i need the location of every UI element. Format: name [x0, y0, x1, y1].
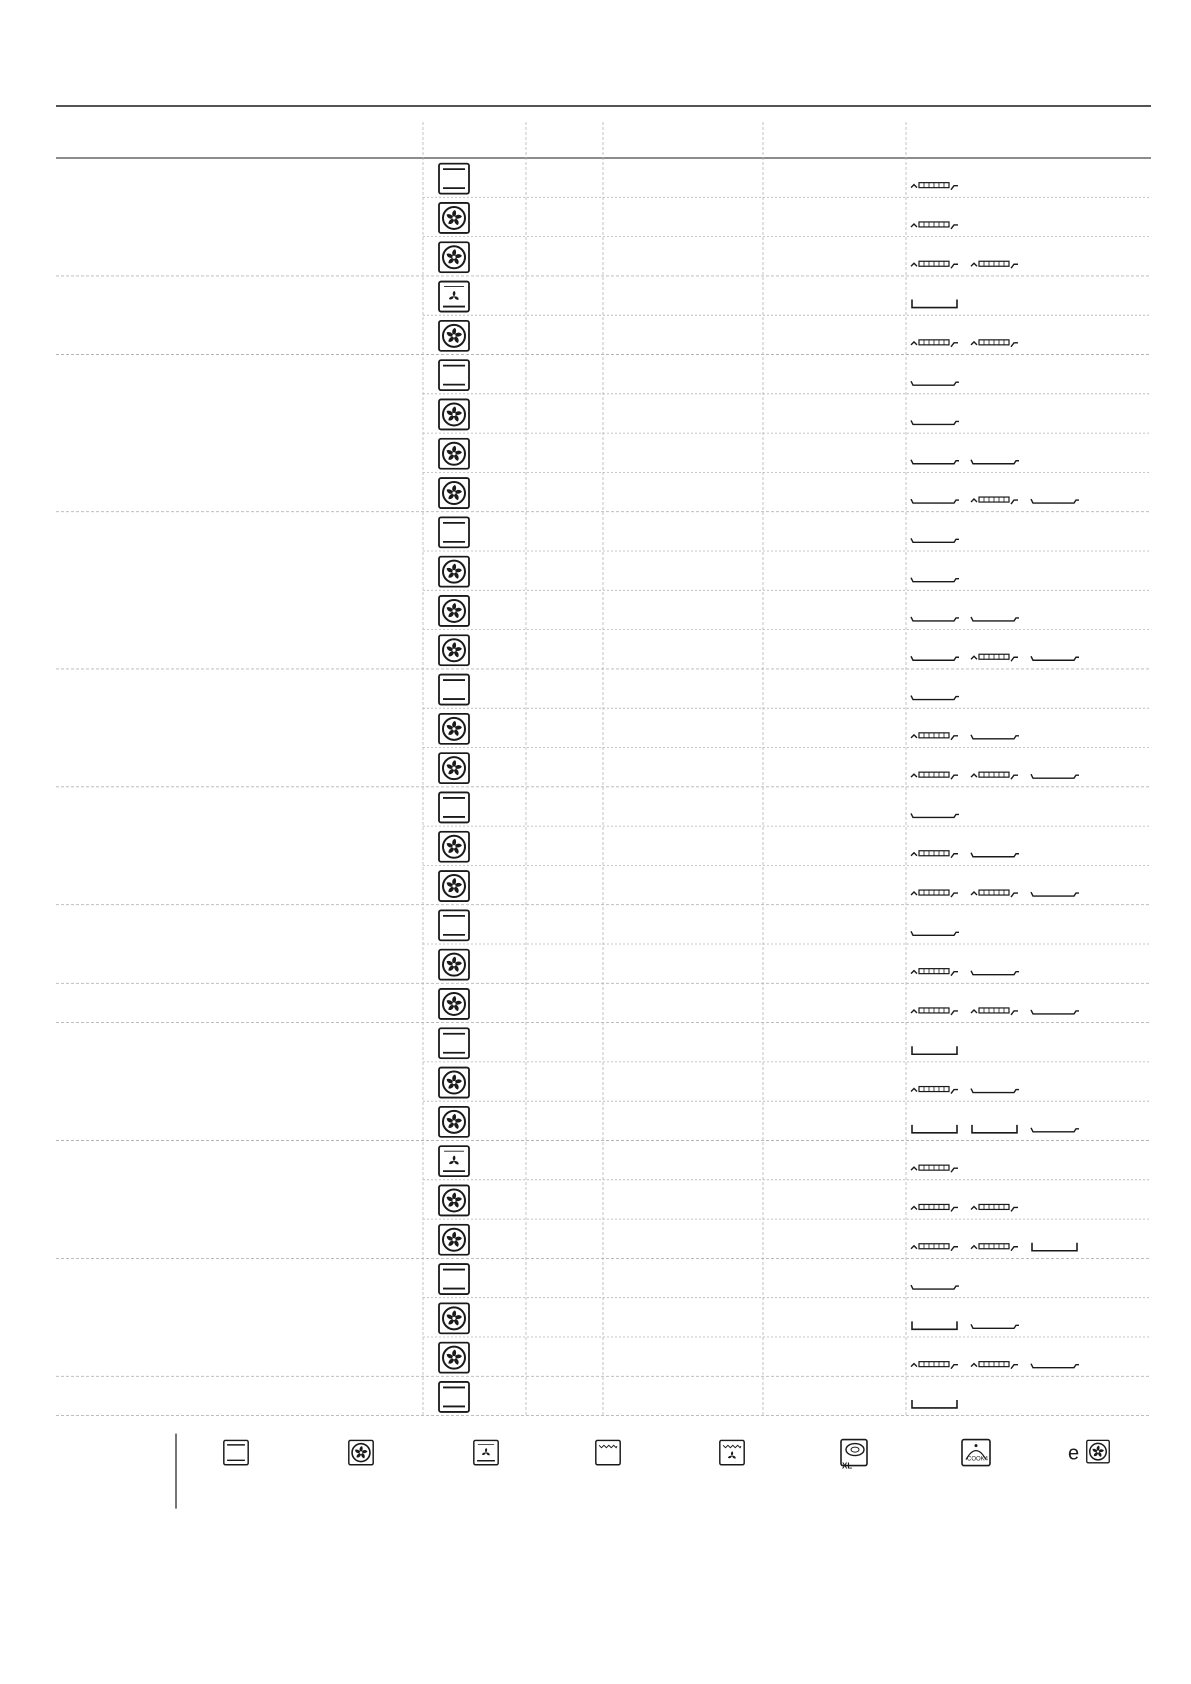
fan-icon: [439, 557, 469, 587]
table-row: [423, 399, 1151, 433]
wire-shelf-icon: [971, 497, 1018, 504]
baking-tray-icon: [971, 735, 1019, 739]
legend-item: [474, 1440, 498, 1464]
table-group: [56, 792, 1151, 904]
baking-tray-icon: [911, 696, 959, 700]
conventional-icon: [224, 1440, 248, 1464]
fan-bottom-heat-icon: [439, 1146, 469, 1176]
conventional-icon: [439, 517, 469, 547]
deep-tray-icon: [912, 1125, 957, 1133]
legend-item: [349, 1440, 373, 1464]
wire-shelf-icon: [911, 1204, 958, 1211]
baking-tray-icon: [1031, 1128, 1079, 1132]
legend-label: COOK4: [967, 1456, 989, 1463]
table-group: [56, 1146, 1151, 1258]
wire-shelf-icon: [911, 1165, 958, 1172]
table-row: [439, 1107, 1079, 1137]
wire-shelf-icon: [911, 1087, 958, 1094]
baking-tray-icon: [911, 420, 959, 424]
fan-icon: [439, 871, 469, 901]
fan-icon: [439, 321, 469, 351]
table-group: [56, 517, 1151, 669]
wire-shelf-icon: [911, 890, 958, 897]
baking-tray-icon: [971, 1324, 1019, 1328]
table-group: [56, 1264, 1151, 1376]
wire-shelf-icon: [911, 969, 958, 976]
wire-shelf-icon: [971, 261, 1018, 268]
table-row: [423, 792, 1151, 826]
deep-tray-icon: [912, 1046, 957, 1054]
baking-tray-icon: [971, 853, 1019, 857]
wire-shelf-icon: [971, 1204, 1018, 1211]
wire-shelf-icon: [911, 851, 958, 858]
eco-fan-icon: [1087, 1440, 1110, 1463]
legend-item: [841, 1440, 867, 1471]
wire-shelf-icon: [971, 1362, 1018, 1369]
baking-tray-icon: [971, 971, 1019, 975]
baking-tray-icon: [1031, 1364, 1079, 1368]
fan-bottom-heat-icon: [474, 1440, 498, 1464]
legend: [176, 1434, 1109, 1509]
table-row: [423, 832, 1151, 866]
legend-item: [962, 1440, 990, 1466]
fan-icon: [349, 1440, 373, 1464]
fan-icon: [439, 950, 469, 980]
fan-bottom-heat-icon: [439, 282, 469, 312]
wire-shelf-icon: [971, 772, 1018, 779]
table-row: [423, 1028, 1151, 1062]
table-row: [439, 1343, 1079, 1373]
legend-label: XL: [842, 1461, 853, 1471]
legend-item: [720, 1440, 744, 1464]
baking-tray-icon: [1031, 499, 1079, 503]
baking-tray-icon: [911, 656, 959, 660]
fan-icon: [439, 832, 469, 862]
wire-shelf-icon: [911, 261, 958, 268]
table-group: [56, 1382, 1151, 1416]
conventional-icon: [439, 1028, 469, 1058]
baking-tray-icon: [971, 617, 1019, 621]
table-group: [56, 164, 1151, 276]
legend-item: [1068, 1440, 1109, 1464]
conventional-icon: [439, 360, 469, 390]
table-row: [423, 1264, 1151, 1298]
fan-icon: [439, 1303, 469, 1333]
table-row: [423, 203, 1151, 237]
baking-tray-icon: [911, 617, 959, 621]
table-row: [423, 360, 1151, 394]
table-row: [439, 478, 1079, 508]
table-group: [56, 989, 1151, 1023]
wire-shelf-icon: [911, 222, 958, 229]
baking-tray-icon: [1031, 892, 1079, 896]
fan-icon: [439, 478, 469, 508]
wire-shelf-icon: [971, 1244, 1018, 1251]
table-row: [439, 871, 1079, 901]
fan-icon: [439, 714, 469, 744]
fan-icon: [439, 242, 469, 272]
fan-icon: [439, 1343, 469, 1373]
table-row: [439, 321, 1018, 351]
wire-shelf-icon: [911, 183, 958, 190]
deep-tray-icon: [912, 300, 957, 308]
table-row: [423, 675, 1151, 709]
wire-shelf-icon: [971, 1008, 1018, 1015]
grill-icon: [596, 1440, 620, 1464]
fan-icon: [439, 1185, 469, 1215]
deep-tray-icon: [912, 1321, 957, 1329]
fan-icon: [439, 1068, 469, 1098]
baking-tray-icon: [911, 381, 959, 385]
wire-shelf-icon: [911, 1362, 958, 1369]
fan-icon: [439, 1107, 469, 1137]
legend-label: e: [1068, 1442, 1080, 1465]
conventional-icon: [439, 910, 469, 940]
baking-tray-icon: [911, 813, 959, 817]
table-row: [439, 1382, 957, 1412]
fan-icon: [439, 596, 469, 626]
fan-icon: [439, 439, 469, 469]
fan-icon: [439, 1225, 469, 1255]
legend-item: [596, 1440, 620, 1464]
deep-tray-icon: [1032, 1243, 1077, 1251]
baking-tray-icon: [1031, 1010, 1079, 1014]
conventional-icon: [439, 164, 469, 194]
fan-icon: [439, 399, 469, 429]
table-group: [56, 282, 1151, 355]
table-group: [56, 910, 1151, 983]
baking-tray-icon: [911, 538, 959, 542]
wire-shelf-icon: [971, 654, 1018, 661]
fan-icon: [439, 989, 469, 1019]
table-body: [56, 164, 1151, 1416]
wire-shelf-icon: [911, 772, 958, 779]
baking-tray-icon: [911, 460, 959, 464]
wire-shelf-icon: [911, 340, 958, 347]
wire-shelf-icon: [971, 340, 1018, 347]
baking-tray-icon: [1031, 774, 1079, 778]
table-row: [439, 753, 1079, 783]
table-row: [423, 714, 1151, 748]
table-group: [56, 675, 1151, 787]
baking-tray-icon: [971, 460, 1019, 464]
wire-shelf-icon: [971, 890, 1018, 897]
baking-tray-icon: [911, 578, 959, 582]
table-row: [423, 910, 1151, 944]
deep-tray-icon: [972, 1125, 1017, 1133]
table-row: [423, 282, 1151, 316]
cooking-table: [56, 106, 1151, 1416]
fan-icon: [439, 753, 469, 783]
baking-tray-icon: [971, 1089, 1019, 1093]
table-row: [423, 1146, 1151, 1180]
conventional-icon: [439, 1264, 469, 1294]
legend-item: [224, 1440, 248, 1464]
table-row: [423, 557, 1151, 591]
conventional-icon: [439, 1382, 469, 1412]
table-row: [423, 1185, 1151, 1219]
fan-grill-icon: [720, 1440, 744, 1464]
table-row: [423, 1303, 1151, 1337]
table-row: [423, 164, 1151, 198]
table-row: [423, 439, 1151, 473]
table-row: [423, 1068, 1151, 1102]
table-row: [439, 1225, 1077, 1255]
wire-shelf-icon: [911, 1244, 958, 1251]
conventional-icon: [439, 675, 469, 705]
wire-shelf-icon: [911, 1008, 958, 1015]
fan-icon: [439, 203, 469, 233]
wire-shelf-icon: [911, 733, 958, 740]
table-group: [56, 360, 1151, 512]
baking-tray-icon: [911, 1285, 959, 1289]
table-row: [439, 989, 1079, 1019]
table-row: [439, 635, 1079, 665]
baking-tray-icon: [911, 931, 959, 935]
table-group: [56, 1028, 1151, 1140]
baking-tray-icon: [911, 499, 959, 503]
table-row: [423, 596, 1151, 630]
deep-tray-icon: [912, 1400, 957, 1408]
table-row: [423, 517, 1151, 551]
fan-icon: [439, 635, 469, 665]
baking-tray-icon: [1031, 656, 1079, 660]
conventional-icon: [439, 792, 469, 822]
